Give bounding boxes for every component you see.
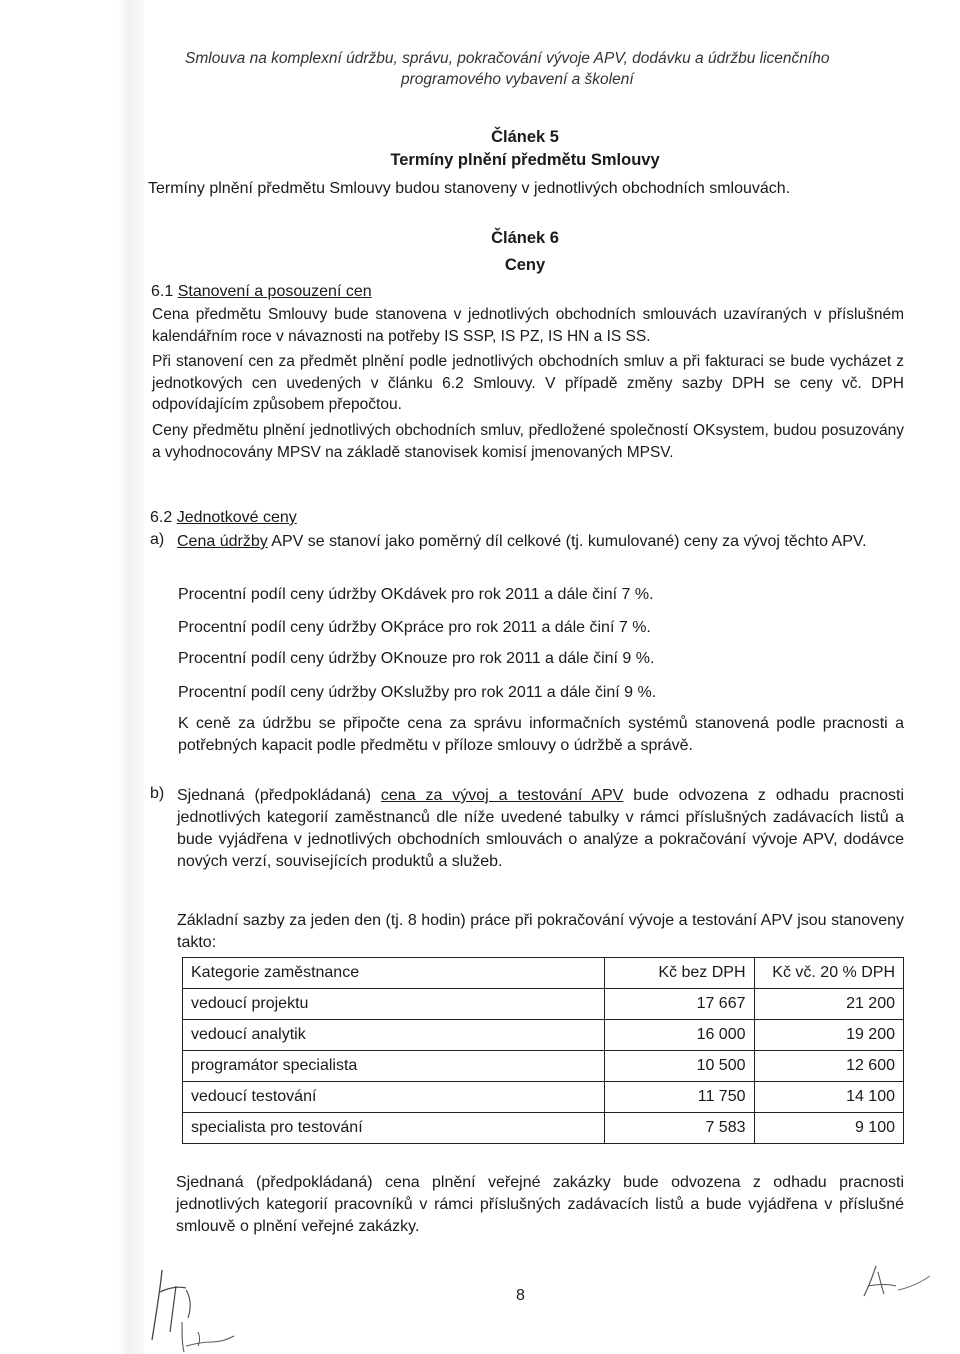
table-row (183, 1020, 904, 1051)
article-5-text: Termíny plnění předmětu Smlouvy budou stanoveny v jednotlivých obchodních smlouvách. (148, 180, 791, 197)
article-6-title: Ceny (504, 256, 546, 274)
article-5-title: Termíny plnění předmětu Smlouvy (390, 151, 660, 169)
table-intro: Základní sazby za jeden den (tj. 8 hodin) práce při pokračování vývoje a testování APV jsou stanoveny takto: (177, 912, 904, 951)
closing-paragraph: Sjednaná (předpokládaná) cena plnění veřejné zakázky bude odvozena z odhadu pracnosti jednotlivých kategorií pracovníků v rámci příslušných zadávacích listů a bude vyjádřena v příslušné smlouvě o plnění veřejné zakázky. (176, 1174, 904, 1235)
table-cell-with-vat: 21 200 (754, 989, 904, 1020)
item-b-underlined: cena za vývoj a testování APV (380, 787, 624, 804)
item-b-rest: bude odvozena z odhadu pracnosti jednotlivých kategorií zaměstnanců dle níže uvedené tabulky v rámci příslušných zadávacích listů a bude vyjádřena v jednotlivých obchodních smlouvách o analýze a pokračování vývoje APV, dodávce nových verzí, souvisejících produktů a služeb. (177, 787, 905, 870)
item-a-underlined: Cena údržby (177, 533, 268, 550)
item-a-rest: APV se stanoví jako poměrný díl celkové (tj. kumulované) ceny za vývoj těchto APV. (267, 533, 867, 550)
table-cell-with-vat: 12 600 (754, 1051, 904, 1082)
table-cell-category: specialista pro testování (183, 1113, 605, 1144)
header-line-2: programového vybavení a školení (401, 71, 634, 88)
table-cell-without-vat: 10 500 (605, 1051, 754, 1082)
table-cell-without-vat: 16 000 (605, 1020, 754, 1051)
table-header-row (183, 958, 904, 989)
section-6-1-title: Stanovení a posouzení cen (177, 283, 372, 300)
section-6-1-paragraph-1: Cena předmětu Smlouvy bude stanovena v jednotlivých obchodních smlouvách uzavíraných v příslušném kalendářním roce v návaznosti na potřeby IS SSP, IS PZ, IS HN a IS SS. (152, 306, 904, 345)
article-5-heading: Článek 5 (491, 128, 559, 146)
header-line-1: Smlouva na komplexní údržbu, správu, pokračování vývoje APV, dodávku a údržbu licenčního (185, 50, 830, 67)
table-header-with-vat: Kč vč. 20 % DPH (754, 958, 904, 989)
document-header (185, 48, 905, 90)
page-number: 8 (516, 1287, 525, 1304)
table-header-without-vat: Kč bez DPH (605, 958, 754, 989)
section-6-1-number: 6.1 (151, 283, 174, 300)
table-cell-category: vedoucí analytik (183, 1020, 605, 1051)
handwritten-initials-left (142, 1262, 252, 1354)
table-cell-category: vedoucí projektu (183, 989, 605, 1020)
maintenance-share-okprace: Procentní podíl ceny údržby OKpráce pro rok 2011 a dále činí 7 %. (178, 619, 651, 636)
table-row (183, 1082, 904, 1113)
section-6-2-number: 6.2 (150, 509, 173, 526)
scan-shadow (118, 0, 144, 1354)
maintenance-share-okdavek: Procentní podíl ceny údržby OKdávek pro rok 2011 a dále činí 7 %. (178, 586, 654, 603)
item-b-pre: Sjednaná (předpokládaná) (177, 787, 381, 804)
section-6-1-heading (151, 283, 372, 301)
rates-table (182, 957, 904, 1144)
item-a-label: a) (150, 531, 165, 548)
item-a-text (177, 531, 904, 553)
table-row (183, 989, 904, 1020)
table-cell-without-vat: 11 750 (605, 1082, 754, 1113)
item-b-label: b) (150, 785, 165, 802)
table-row (183, 1113, 904, 1144)
table-cell-category: programátor specialista (183, 1051, 605, 1082)
item-b-text (177, 785, 904, 873)
section-6-1-paragraph-3: Ceny předmětu plnění jednotlivých obchodních smluv, předložené společností OKsystem, budou posuzovány a vyhodnocovány MPSV na základě stanovisek komisí jmenovaných MPSV. (152, 422, 904, 461)
table-cell-with-vat: 14 100 (754, 1082, 904, 1113)
table-cell-with-vat: 19 200 (754, 1020, 904, 1051)
maintenance-share-oknouze: Procentní podíl ceny údržby OKnouze pro rok 2011 a dále činí 9 %. (178, 650, 655, 667)
section-6-2-title: Jednotkové ceny (176, 509, 297, 526)
table-row (183, 1051, 904, 1082)
table-cell-with-vat: 9 100 (754, 1113, 904, 1144)
section-6-2-heading (150, 509, 297, 527)
table-cell-without-vat: 7 583 (605, 1113, 754, 1144)
section-6-1-paragraph-2: Při stanovení cen za předmět plnění podle jednotlivých obchodních smluv a při fakturaci se bude vycházet z jednotkových cen uvedených v článku 6.2 Smlouvy. V případě změny sazby DPH se ceny vč. DPH odpovídajícím způsobem přepočtou. (152, 353, 904, 413)
handwritten-initials-right (858, 1262, 938, 1302)
article-6-heading: Článek 6 (491, 229, 559, 247)
table-cell-category: vedoucí testování (183, 1082, 605, 1113)
maintenance-share-oksluzby: Procentní podíl ceny údržby OKslužby pro rok 2011 a dále činí 9 %. (178, 684, 657, 701)
table-cell-without-vat: 17 667 (605, 989, 754, 1020)
table-header-category: Kategorie zaměstnance (183, 958, 605, 989)
item-a-note: K ceně za údržbu se připočte cena za správu informačních systémů stanovená podle pracnosti a potřebných kapacit podle předmětu v příloze smlouvy o údržbě a správě. (178, 715, 904, 754)
